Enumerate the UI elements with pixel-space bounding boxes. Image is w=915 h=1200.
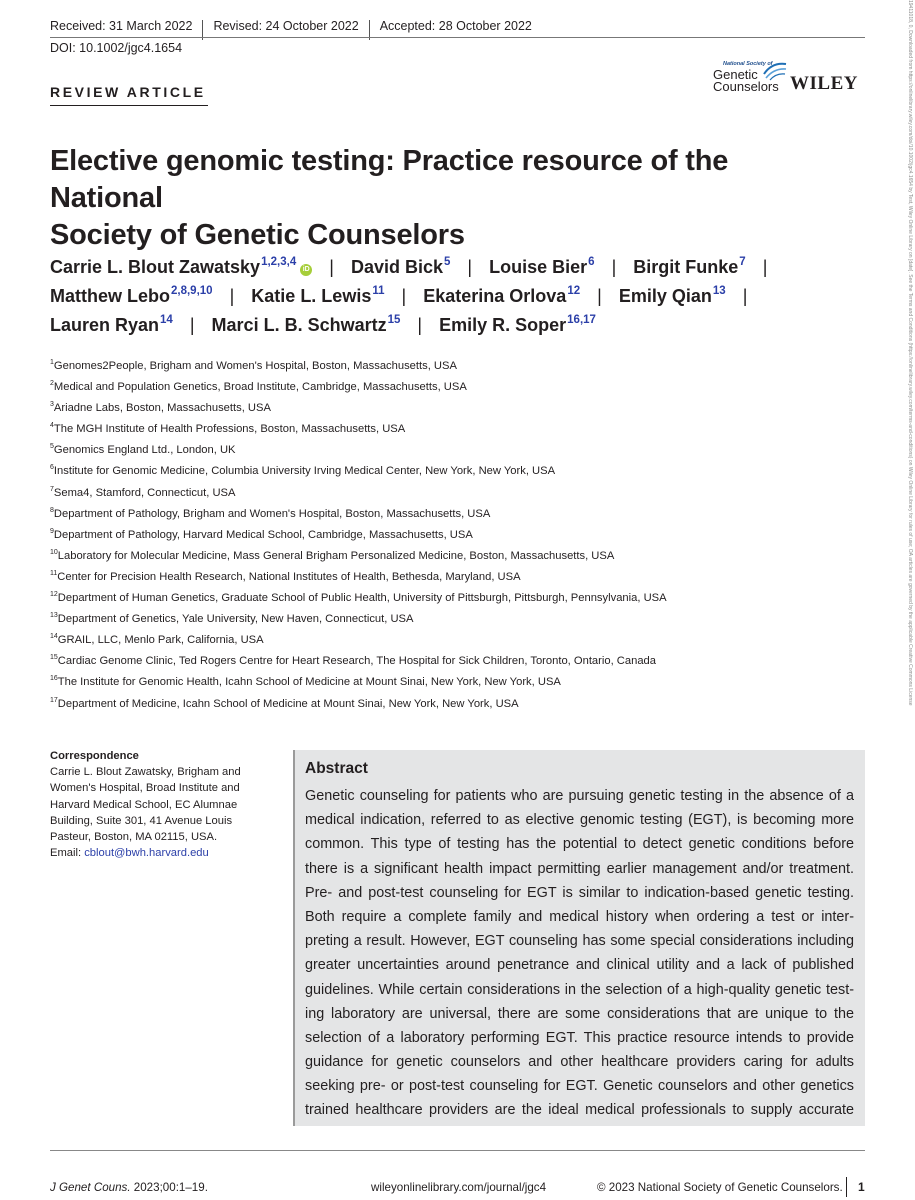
author-name[interactable]: Louise Bier	[489, 257, 588, 277]
author-name[interactable]: Matthew Lebo	[50, 286, 170, 306]
author-name[interactable]: Emily R. Soper	[439, 315, 567, 335]
nsgc-logo-line2: Counselors	[713, 79, 779, 94]
author-affil-ref[interactable]: 16,17	[567, 314, 596, 326]
affiliation-item: $^1$Genomes2People, Brigham and Women's Hospital, Boston, Massachusetts, USA	[50, 359, 457, 372]
correspondence-line: Carrie L. Blout Zawatsky, Brigham and	[50, 766, 241, 779]
affiliation-list	[50, 356, 870, 715]
copyright-notice: © 2023 National Society of Genetic Counselors.	[597, 1181, 843, 1194]
email-link[interactable]: cblout@bwh.harvard.edu	[84, 847, 209, 860]
correspondence	[50, 748, 265, 861]
correspondence-line: Women's Hospital, Broad Institute and	[50, 782, 240, 795]
nsgc-logo-line1: Genetic	[713, 67, 758, 82]
abstract-line: Both require a complete family and medical history when ordering a test or inter-	[305, 908, 854, 925]
author-separator: |	[611, 257, 617, 277]
affiliation-item: $^6$Institute for Genomic Medicine, Columbia University Irving Medical Center, New York, New York, USA	[50, 464, 556, 478]
author-affil-ref[interactable]: 11	[372, 285, 385, 297]
article-type-label: REVIEW ARTICLE	[50, 84, 206, 100]
author-separator: |	[742, 286, 748, 306]
author-separator: |	[189, 315, 195, 335]
abstract-line: Genetic counseling for patients who are pursuing genetic testing in the absence of a	[305, 788, 854, 804]
affiliation-item: $^{16}$The Institute for Genomic Health, Icahn School of Medicine at Mount Sinai, New York, New York, USA	[50, 675, 561, 689]
abstract-line: guidance for genetic counselors and other healthcare providers caring for adults	[305, 1054, 854, 1071]
affiliation-item: $^{17}$Department of Medicine, Icahn School of Medicine at Mount Sinai, New York, New York, USA	[50, 696, 519, 710]
affiliation-item: $^2$Medical and Population Genetics, Broad Institute, Cambridge, Massachusetts, USA	[50, 380, 467, 394]
accepted-date: Accepted: 28 October 2022	[379, 19, 532, 33]
author-name[interactable]: Ekaterina Orlova	[423, 286, 567, 306]
author-affil-ref[interactable]: 2,8,9,10	[171, 285, 213, 297]
article-dates	[50, 16, 532, 36]
correspondence-email-row	[50, 845, 265, 861]
affiliation-item: $^{13}$Department of Genetics, Yale University, New Haven, Connecticut, USA	[50, 612, 414, 626]
footer-divider	[846, 1177, 847, 1197]
wiley-logo: WILEY	[790, 73, 858, 94]
author-name[interactable]: Marci L. B. Schwartz	[211, 315, 387, 335]
affiliation-item: $^{14}$GRAIL, LLC, Menlo Park, California, USA	[50, 633, 264, 647]
correspondence-line: Pasteur, Boston, MA 02115, USA.	[50, 831, 218, 844]
header-rule	[50, 37, 865, 38]
author-affil-ref[interactable]: 12	[567, 285, 581, 297]
orcid-icon[interactable]: iD	[300, 264, 312, 276]
affiliation-item: $^{12}$Department of Human Genetics, Graduate School of Public Health, University of Pittsburgh, Pittsburgh, Pennsylvania, USA	[50, 591, 667, 605]
affiliation-item: $^7$Sema4, Stamford, Connecticut, USA	[50, 485, 236, 499]
abstract-line: guidelines. While certain considerations in the selection of a high-quality genetic test-	[305, 981, 854, 998]
download-watermark	[903, 0, 915, 1200]
nsgc-logo-small-text: National Society of	[723, 61, 773, 67]
abstract-line: greater uncertainties around penetrance and clinical utility and a lack of published	[305, 957, 854, 974]
abstract-line: selection of a laboratory performing EGT. This practice resource intends to provide	[305, 1029, 854, 1046]
author-affil-ref[interactable]: 15	[387, 314, 401, 326]
abstract-line: ing laboratory are universal, there are some considerations that are unique to the	[305, 1005, 854, 1022]
correspondence-line: Building, Suite 301, 41 Avenue Louis	[50, 814, 233, 827]
journal-abbrev: J Genet Couns.	[50, 1181, 131, 1194]
download-watermark-text: 19411018, 0, Downloaded from https://onlinelibrary.wiley.com/doi/10.1002/jgc4.1654 by Test, Wiley Online Library on [date]. See the Terms and Conditions (https://onlinelibrary.wiley.com/terms-and-conditions) on Wiley Online Library for rules of use; OA articles are governed by the applicable Creative Commons License	[907, 0, 913, 706]
abstract-line: there is a significant health impact permitting earlier management and/or treatment.	[305, 860, 854, 877]
author-affil-ref[interactable]: 7	[739, 256, 746, 268]
author-name[interactable]: Lauren Ryan	[50, 315, 160, 335]
author-separator: |	[417, 315, 423, 335]
abstract-line: common. This type of testing has the potential to detect genetic conditions before	[305, 836, 854, 853]
citation-details: 2023;00:1–19.	[130, 1181, 208, 1194]
journal-url[interactable]: wileyonlinelibrary.com/journal/jgc4	[371, 1181, 547, 1194]
email-label: Email:	[50, 847, 85, 860]
affiliation-item: $^{10}$Laboratory for Molecular Medicine, Mass General Brigham Personalized Medicine, Boston, Massachusetts, USA	[50, 548, 615, 562]
author-name[interactable]: Birgit Funke	[633, 257, 739, 277]
article-title	[50, 143, 840, 254]
correspondence-heading: Correspondence	[50, 750, 139, 762]
author-name[interactable]: David Bick	[350, 257, 443, 277]
abstract-line: seeking pre- or post-test counseling for EGT. Genetic counselors and other genetics	[305, 1078, 854, 1095]
author-separator: |	[467, 257, 473, 277]
article-type-underline	[50, 105, 208, 106]
author-affil-ref[interactable]: 5	[444, 256, 451, 268]
affiliation-item: $^3$Ariadne Labs, Boston, Massachusetts, USA	[50, 401, 271, 415]
abstract-line: Pre- and post-test counseling for EGT is similar to indication-based genetic testing.	[305, 884, 854, 901]
abstract-line: preting a result. However, EGT counseling has some special considerations including	[305, 933, 854, 950]
correspondence-line: Harvard Medical School, EC Alumnae	[50, 798, 238, 811]
author-list	[50, 253, 870, 340]
page-number: 1	[858, 1180, 865, 1194]
received-date: Received: 31 March 2022	[50, 19, 193, 33]
author-name[interactable]: Carrie L. Blout Zawatsky	[50, 257, 261, 277]
footer-rule	[50, 1150, 865, 1151]
author-affil-ref[interactable]: 13	[712, 285, 726, 297]
footer-citation	[50, 1181, 208, 1194]
author-separator: |	[597, 286, 602, 306]
abstract-body	[305, 784, 854, 1123]
author-separator: |	[762, 257, 768, 277]
affiliation-item: $^5$Genomics England Ltd., London, UK	[50, 443, 236, 457]
abstract-line: trained healthcare providers are the ideal medical professionals to supply accurate	[305, 1102, 854, 1119]
author-separator: |	[229, 286, 235, 306]
affiliation-item: $^{15}$Cardiac Genome Clinic, Ted Rogers Centre for Heart Research, The Hospital for Sick Children, Toronto, Ontario, Canada	[50, 654, 656, 668]
title-line: Elective genomic testing: Practice resource of the National	[50, 145, 729, 214]
author-affil-ref[interactable]: 14	[160, 314, 173, 326]
author-affil-ref[interactable]: 1,2,3,4	[261, 256, 297, 268]
doi[interactable]: DOI: 10.1002/jgc4.1654	[50, 41, 183, 55]
affiliation-item: $^9$Department of Pathology, Harvard Medical School, Cambridge, Massachusetts, USA	[50, 527, 473, 541]
revised-date: Revised: 24 October 2022	[213, 19, 359, 33]
abstract-line: medical indication, referred to as elective genomic testing (EGT), is becoming more	[305, 812, 854, 829]
author-name[interactable]: Emily Qian	[618, 286, 712, 306]
affiliation-item: $^{11}$Center for Precision Health Research, National Institutes of Health, Bethesda, Maryland, USA	[50, 569, 521, 583]
author-affil-ref[interactable]: 6	[588, 256, 595, 268]
nsgc-swirl-icon	[762, 60, 788, 82]
author-name[interactable]: Katie L. Lewis	[251, 286, 372, 306]
title-line: Society of Genetic Counselors	[50, 219, 465, 251]
author-separator: |	[401, 286, 407, 306]
abstract-heading: Abstract	[305, 760, 368, 777]
affiliation-item: $^8$Department of Pathology, Brigham and Women's Hospital, Boston, Massachusetts, USA	[50, 506, 491, 520]
affiliation-item: $^4$The MGH Institute of Health Professions, Boston, Massachusetts, USA	[50, 422, 406, 436]
author-separator: |	[329, 257, 334, 277]
